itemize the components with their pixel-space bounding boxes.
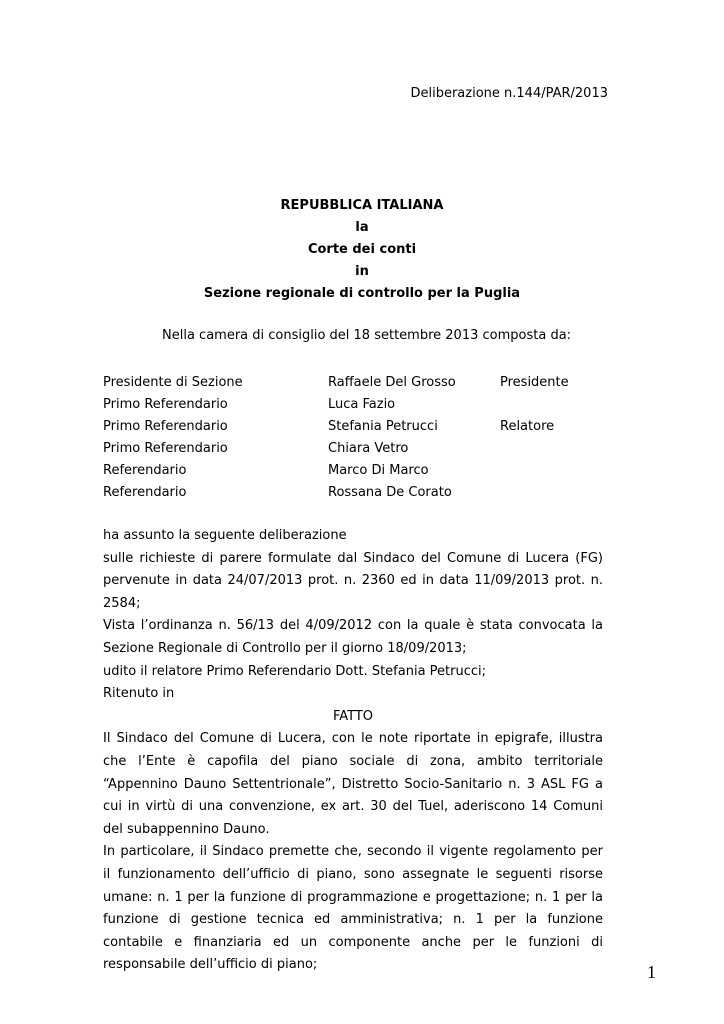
- member-function: Relatore: [500, 419, 555, 434]
- member-row: [103, 394, 623, 416]
- section-title-fatto: FATTO: [332, 708, 374, 724]
- paragraph-ordinance: Vista l’ordinanza n. 56/13 del 4/09/2012 con la quale è stata convocata la Sezione Regionale di Controllo per il giorno 18/09/2013;: [103, 618, 603, 656]
- member-role: Referendario: [103, 463, 187, 478]
- header-line-in: in: [355, 264, 369, 279]
- member-name: Chiara Vetro: [328, 441, 409, 456]
- member-row: [103, 416, 623, 438]
- body-text: [103, 525, 603, 977]
- member-name: Raffaele Del Grosso: [328, 375, 456, 390]
- member-function: Presidente: [500, 375, 569, 390]
- member-role: Primo Referendario: [103, 397, 228, 412]
- member-name: Luca Fazio: [328, 397, 396, 412]
- paragraph-deliberation: ha assunto la seguente deliberazione: [103, 528, 347, 543]
- member-row: [103, 482, 623, 504]
- member-name: Stefania Petrucci: [328, 419, 438, 434]
- header-line-la: la: [355, 220, 369, 235]
- members-table: [103, 372, 623, 504]
- page-number: 1: [647, 962, 656, 982]
- paragraph-fact-1: Il Sindaco del Comune di Lucera, con le note riportate in epigrafe, illustra che l’Ente è capofila del piano sociale di zona, ambito territoriale “Appennino Dauno Settentrionale”, Distretto Socio-Sanitario n. 3 ASL FG a cui in virtù di una convenzione, ex art. 30 del Tuel, aderiscono 14 Comuni del subappennino Dauno.: [103, 731, 603, 837]
- member-row: [103, 372, 623, 394]
- paragraph-considered: Ritenuto in: [103, 686, 175, 702]
- header-line-court: Corte dei conti: [307, 242, 417, 257]
- member-role: Primo Referendario: [103, 419, 228, 434]
- header-line-republic: REPUBBLICA ITALIANA: [280, 198, 444, 213]
- member-role: Presidente di Sezione: [103, 375, 243, 390]
- member-name: Marco Di Marco: [328, 463, 429, 478]
- paragraph-fact-2: In particolare, il Sindaco premette che, secondo il vigente regolamento per il funzionamento dell’ufficio di piano, sono assegnate le seguenti risorse umane: n. 1 per la funzione di programmazione e progettazione; n. 1 per la funzione di gestione tecnica ed amministrativa; n. 1 per la funzione contabile e finanziaria ed un componente anche per le funzioni di responsabile dell’ufficio di piano;: [103, 844, 603, 973]
- member-row: [103, 438, 623, 460]
- member-role: Primo Referendario: [103, 441, 228, 456]
- deliberation-reference: Deliberazione n.144/PAR/2013: [410, 86, 608, 101]
- paragraph-requests: sulle richieste di parere formulate dal Sindaco del Comune di Lucera (FG) pervenute in data 24/07/2013 prot. n. 2360 ed in data 11/09/2013 prot. n. 2584;: [103, 550, 603, 611]
- member-name: Rossana De Corato: [328, 485, 452, 500]
- member-role: Referendario: [103, 485, 187, 500]
- paragraph-rapporteur: udito il relatore Primo Referendario Dott. Stefania Petrucci;: [103, 663, 487, 679]
- member-row: [103, 460, 623, 482]
- document-header: [0, 195, 724, 305]
- header-line-section: Sezione regionale di controllo per la Puglia: [203, 286, 521, 301]
- session-line: Nella camera di consiglio del 18 settembre 2013 composta da:: [162, 328, 572, 343]
